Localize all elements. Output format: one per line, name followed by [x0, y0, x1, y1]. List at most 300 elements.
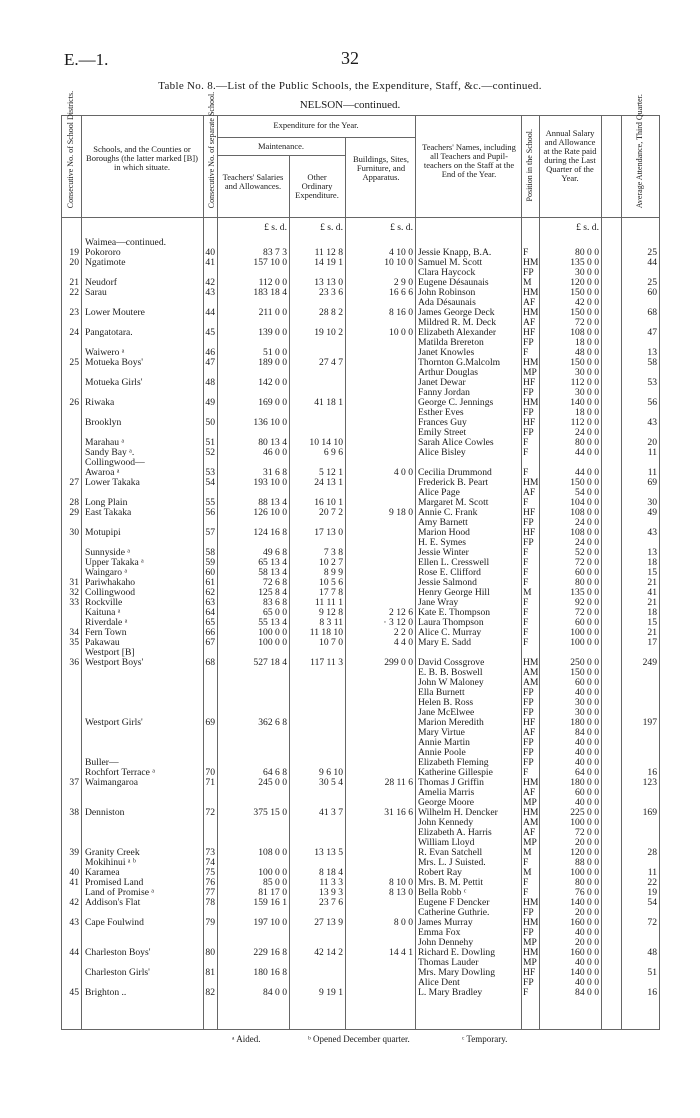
- school-number: 46: [205, 347, 215, 358]
- teachers-salaries: 197 10 0: [253, 917, 287, 928]
- footnote-aided: ᵃ Aided.: [232, 1034, 261, 1044]
- annual-salary: 135 0 0: [570, 257, 599, 268]
- teacher-position: AF: [523, 727, 536, 738]
- teacher-name: Clara Haycock: [418, 267, 476, 278]
- school-number: 52: [205, 447, 215, 458]
- average-attendance: 30: [647, 497, 657, 508]
- teacher-position: F: [523, 247, 529, 258]
- teacher-position: HF: [523, 507, 536, 518]
- teachers-salaries: 88 13 4: [258, 497, 287, 508]
- teacher-position: M: [523, 847, 532, 858]
- teacher-position: MP: [523, 937, 537, 948]
- other-expenditure: 16 10 1: [314, 497, 343, 508]
- average-attendance: 17: [647, 637, 657, 648]
- teacher-position: F: [523, 437, 529, 448]
- average-attendance: 249: [642, 657, 657, 668]
- teachers-salaries: 84 0 0: [263, 987, 287, 998]
- annual-salary: 40 0 0: [575, 797, 599, 808]
- average-attendance: 13: [647, 347, 657, 358]
- district-number: 38: [69, 807, 79, 818]
- annual-salary: 76 0 0: [575, 887, 599, 898]
- annual-salary: 24 0 0: [575, 427, 599, 438]
- school-number: 50: [205, 417, 215, 428]
- teacher-position: F: [523, 767, 529, 778]
- buildings-expenditure: 16 6 6: [389, 287, 413, 298]
- teacher-name: H. E. Symes: [418, 537, 466, 548]
- annual-salary: 100 0 0: [570, 627, 599, 638]
- teacher-name: Samuel M. Scott: [418, 257, 483, 268]
- other-expenditure: 117 11 3: [310, 657, 343, 668]
- district-number: 31: [69, 577, 79, 588]
- teachers-salaries: 245 0 0: [258, 777, 287, 788]
- teacher-position: HM: [523, 287, 539, 298]
- teacher-position: AF: [523, 297, 536, 308]
- other-expenditure: 5 12 1: [319, 467, 343, 478]
- other-expenditure: 27 4 7: [319, 357, 343, 368]
- school-name: Rockville: [85, 597, 123, 608]
- other-expenditure: 8 18 4: [319, 867, 343, 878]
- district-number: 43: [69, 917, 79, 928]
- other-expenditure: 8 3 11: [319, 617, 343, 628]
- average-attendance: 72: [647, 917, 657, 928]
- average-attendance: 56: [647, 397, 657, 408]
- teachers-salaries: 100 0 0: [258, 867, 287, 878]
- annual-salary: 30 0 0: [575, 707, 599, 718]
- teacher-name: Marion Meredith: [418, 717, 484, 728]
- buildings-expenditure: 8 16 0: [389, 307, 413, 318]
- school-name: Cape Foulwind: [85, 917, 144, 928]
- average-attendance: 21: [647, 597, 657, 608]
- average-attendance: 28: [647, 847, 657, 858]
- teachers-salaries: 49 6 8: [263, 547, 287, 558]
- teacher-position: FP: [523, 267, 534, 278]
- annual-salary: 160 0 0: [570, 947, 599, 958]
- teachers-salaries: 183 18 4: [253, 287, 287, 298]
- average-attendance: 25: [647, 277, 657, 288]
- teacher-position: MP: [523, 837, 537, 848]
- average-attendance: 22: [647, 877, 657, 888]
- teacher-name: Alice Dent: [418, 977, 460, 988]
- teacher-position: F: [523, 577, 529, 588]
- district-number: 21: [69, 277, 79, 288]
- school-number: 40: [205, 247, 215, 258]
- school-name: Granity Creek: [85, 847, 140, 858]
- teachers-salaries: 80 13 4: [258, 437, 287, 448]
- district-number: 34: [69, 627, 79, 638]
- school-number: 66: [205, 627, 215, 638]
- annual-salary: 40 0 0: [575, 747, 599, 758]
- school-number: 77: [205, 887, 215, 898]
- teacher-name: Thornton G.Malcolm: [418, 357, 501, 368]
- annual-salary: 72 0 0: [575, 317, 599, 328]
- school-name: Westport Boys': [85, 657, 144, 668]
- teachers-salaries: 112 0 0: [258, 277, 287, 288]
- header-consecutive-school: Consecutive No. of separate School.: [206, 91, 216, 209]
- average-attendance: 54: [647, 897, 657, 908]
- teacher-name: Jane McElwee: [418, 707, 475, 718]
- unit-label-other: £ s. d.: [320, 222, 343, 233]
- buildings-expenditure: 8 13 0: [389, 887, 413, 898]
- annual-salary: 20 0 0: [575, 937, 599, 948]
- school-name: Sarau: [85, 287, 107, 298]
- buildings-expenditure: 31 16 6: [384, 807, 413, 818]
- average-attendance: 123: [642, 777, 657, 788]
- teacher-name: Robert Ray: [418, 867, 462, 878]
- footnote-opened: ᵇ Opened December quarter.: [308, 1034, 410, 1044]
- school-name: Motueka Girls': [85, 377, 143, 388]
- annual-salary: 60 0 0: [575, 567, 599, 578]
- district-number: 40: [69, 867, 79, 878]
- annual-salary: 150 0 0: [570, 287, 599, 298]
- annual-salary: 24 0 0: [575, 517, 599, 528]
- school-name: Waiwero ᵃ: [85, 347, 125, 358]
- annual-salary: 88 0 0: [575, 857, 599, 868]
- school-name: Pariwhakaho: [85, 577, 136, 588]
- school-number: 74: [205, 857, 215, 868]
- teacher-name: Elizabeth A. Harris: [418, 827, 492, 838]
- annual-salary: 160 0 0: [570, 917, 599, 928]
- annual-salary: 108 0 0: [570, 507, 599, 518]
- annual-salary: 60 0 0: [575, 787, 599, 798]
- school-name: Riverdale ᵃ: [85, 617, 128, 628]
- buildings-expenditure: · 3 12 0: [383, 617, 413, 628]
- district-number: 23: [69, 307, 79, 318]
- annual-salary: 80 0 0: [575, 877, 599, 888]
- annual-salary: 42 0 0: [575, 297, 599, 308]
- school-number: 62: [205, 587, 215, 598]
- average-attendance: 44: [647, 257, 657, 268]
- school-name: Neudorf: [85, 277, 117, 288]
- teachers-salaries: 81 17 0: [258, 887, 287, 898]
- average-attendance: 49: [647, 507, 657, 518]
- teachers-salaries: 229 16 8: [253, 947, 287, 958]
- buildings-expenditure: 299 0 0: [384, 657, 413, 668]
- teachers-salaries: 139 0 0: [258, 327, 287, 338]
- table-title: Table No. 8.—List of the Public Schools, the Expenditure, Staff, &c.—continued.: [158, 80, 542, 92]
- district-number: 19: [69, 247, 79, 258]
- annual-salary: 54 0 0: [575, 487, 599, 498]
- school-number: 73: [205, 847, 215, 858]
- district-number: 30: [69, 527, 79, 538]
- other-expenditure: 13 13 5: [314, 847, 343, 858]
- school-name: Pangatotara.: [85, 327, 133, 338]
- school-number: 41: [205, 257, 215, 268]
- teacher-name: Elizabeth Alexander: [418, 327, 497, 338]
- annual-salary: 18 0 0: [575, 337, 599, 348]
- teachers-salaries: 193 10 0: [253, 477, 287, 488]
- teacher-position: F: [523, 877, 529, 888]
- teacher-name: Emma Fox: [418, 927, 461, 938]
- buildings-expenditure: 14 4 1: [389, 947, 413, 958]
- table-subtitle: NELSON—continued.: [299, 99, 401, 111]
- other-expenditure: 11 12 8: [314, 247, 343, 258]
- annual-salary: 250 0 0: [570, 657, 599, 668]
- teacher-name: Margaret M. Scott: [418, 497, 489, 508]
- average-attendance: 60: [647, 287, 657, 298]
- teacher-position: F: [523, 347, 529, 358]
- school-number: 51: [205, 437, 215, 448]
- school-number: 55: [205, 497, 215, 508]
- annual-salary: 100 0 0: [570, 817, 599, 828]
- teacher-position: AF: [523, 827, 536, 838]
- teacher-position: HF: [523, 327, 536, 338]
- district-number: 25: [69, 357, 79, 368]
- other-expenditure: 13 9 3: [319, 887, 343, 898]
- buildings-expenditure: 2 12 6: [389, 607, 413, 618]
- annual-salary: 84 0 0: [575, 987, 599, 998]
- district-number: 29: [69, 507, 79, 518]
- annual-salary: 80 0 0: [575, 437, 599, 448]
- annual-salary: 150 0 0: [570, 667, 599, 678]
- district-number: 39: [69, 847, 79, 858]
- teacher-position: FP: [523, 747, 534, 758]
- buildings-expenditure: 8 10 0: [389, 877, 413, 888]
- teacher-name: George Moore: [418, 797, 475, 808]
- other-expenditure: 41 18 1: [314, 397, 343, 408]
- average-attendance: 11: [647, 867, 657, 878]
- teacher-name: Ada Désaunais: [418, 297, 476, 308]
- school-name: Buller—: [85, 757, 119, 768]
- teacher-position: FP: [523, 737, 534, 748]
- district-number: 37: [69, 777, 79, 788]
- average-attendance: 11: [647, 467, 657, 478]
- average-attendance: 41: [647, 587, 657, 598]
- district-number: 24: [69, 327, 79, 338]
- annual-salary: 20 0 0: [575, 837, 599, 848]
- teachers-salaries: 180 16 8: [253, 967, 287, 978]
- teachers-salaries: 136 10 0: [253, 417, 287, 428]
- annual-salary: 30 0 0: [575, 267, 599, 278]
- teacher-name: Mrs. L. J Suisted.: [418, 857, 486, 868]
- annual-salary: 150 0 0: [570, 357, 599, 368]
- teacher-position: FP: [523, 687, 534, 698]
- teacher-name: Rose E. Clifford: [418, 567, 481, 578]
- school-number: 42: [205, 277, 215, 288]
- teacher-position: AM: [523, 677, 539, 688]
- teacher-position: AF: [523, 317, 536, 328]
- school-number: 78: [205, 897, 215, 908]
- teacher-name: Mary Virtue: [418, 727, 465, 738]
- annual-salary: 112 0 0: [570, 377, 599, 388]
- school-number: 56: [205, 507, 215, 518]
- other-expenditure: 10 14 10: [309, 437, 343, 448]
- school-name: Addison's Flat: [85, 897, 141, 908]
- teacher-name: Frederick B. Peart: [418, 477, 489, 488]
- teacher-name: Bella Robb ᶜ: [418, 887, 467, 898]
- teacher-name: Janet Dewar: [418, 377, 466, 388]
- school-number: 45: [205, 327, 215, 338]
- school-number: 79: [205, 917, 215, 928]
- teacher-name: Arthur Douglas: [418, 367, 478, 378]
- teacher-name: Elizabeth Fleming: [418, 757, 489, 768]
- teacher-position: F: [523, 567, 529, 578]
- average-attendance: 69: [647, 477, 657, 488]
- teachers-salaries: 72 6 8: [263, 577, 287, 588]
- average-attendance: 51: [647, 967, 657, 978]
- teacher-name: John W Maloney: [418, 677, 484, 688]
- average-attendance: 18: [647, 557, 657, 568]
- school-name: Charleston Boys': [85, 947, 151, 958]
- annual-salary: 100 0 0: [570, 637, 599, 648]
- school-name: Karamea: [85, 867, 120, 878]
- school-name: Land of Promise ᵃ: [85, 887, 154, 898]
- annual-salary: 180 0 0: [570, 717, 599, 728]
- annual-salary: 44 0 0: [575, 447, 599, 458]
- teacher-name: Henry George Hill: [418, 587, 490, 598]
- annual-salary: 92 0 0: [575, 597, 599, 608]
- school-number: 65: [205, 617, 215, 628]
- school-name: Pakawau: [85, 637, 120, 648]
- average-attendance: 58: [647, 357, 657, 368]
- other-expenditure: 24 13 1: [314, 477, 343, 488]
- header-schools: Schools, and the Counties or Boroughs (the latter marked [B]) in which situate.: [86, 144, 198, 172]
- teachers-salaries: 64 6 8: [263, 767, 287, 778]
- other-expenditure: 6 9 6: [323, 447, 343, 458]
- school-number: 44: [205, 307, 215, 318]
- annual-salary: 112 0 0: [570, 417, 599, 428]
- other-expenditure: 10 5 6: [319, 577, 343, 588]
- average-attendance: 11: [647, 447, 657, 458]
- school-number: 75: [205, 867, 215, 878]
- teacher-name: Jane Wray: [418, 597, 459, 608]
- teachers-salaries: 65 13 4: [258, 557, 287, 568]
- school-number: 54: [205, 477, 215, 488]
- buildings-expenditure: 4 10 0: [389, 247, 413, 258]
- average-attendance: 197: [642, 717, 657, 728]
- annual-salary: 120 0 0: [570, 277, 599, 288]
- annual-salary: 150 0 0: [570, 477, 599, 488]
- buildings-expenditure: 2 9 0: [393, 277, 413, 288]
- page-number: 32: [341, 48, 359, 68]
- header-position: Position in the School.: [524, 129, 534, 202]
- annual-salary: 120 0 0: [570, 847, 599, 858]
- teacher-name: John Dennehy: [418, 937, 474, 948]
- teachers-salaries: 100 0 0: [258, 627, 287, 638]
- teacher-position: F: [523, 467, 529, 478]
- school-number: 64: [205, 607, 215, 618]
- school-number: 53: [205, 467, 215, 478]
- buildings-expenditure: 4 0 0: [393, 467, 413, 478]
- teachers-salaries: 31 6 8: [263, 467, 287, 478]
- other-expenditure: 11 3 3: [319, 877, 343, 888]
- teachers-salaries: 51 0 0: [263, 347, 287, 358]
- teachers-salaries: 108 0 0: [258, 847, 287, 858]
- annual-salary: 140 0 0: [570, 397, 599, 408]
- teacher-name: Cecilia Drummond: [418, 467, 492, 478]
- teacher-name: L. Mary Bradley: [418, 987, 483, 998]
- page-header: [40, 44, 660, 74]
- teacher-name: Matilda Brereton: [418, 337, 484, 348]
- annual-salary: 44 0 0: [575, 467, 599, 478]
- teacher-name: Sarah Alice Cowles: [418, 437, 494, 448]
- teacher-name: Esther Eves: [418, 407, 464, 418]
- teacher-position: HM: [523, 777, 539, 788]
- teacher-position: HM: [523, 397, 539, 408]
- other-expenditure: 41 3 7: [319, 807, 343, 818]
- district-number: 44: [69, 947, 79, 958]
- average-attendance: 48: [647, 947, 657, 958]
- teacher-name: Fanny Jordan: [418, 387, 470, 398]
- annual-salary: 108 0 0: [570, 527, 599, 538]
- teachers-salaries: 55 13 4: [258, 617, 287, 628]
- teacher-name: John Kennedy: [418, 817, 474, 828]
- school-number: 48: [205, 377, 215, 388]
- district-number: 35: [69, 637, 79, 648]
- annual-salary: 24 0 0: [575, 537, 599, 548]
- other-expenditure: 20 7 2: [319, 507, 343, 518]
- teacher-position: FP: [523, 977, 534, 988]
- average-attendance: 19: [647, 887, 657, 898]
- teacher-position: HM: [523, 897, 539, 908]
- header-teachers-salaries: Teachers' Salaries and Allowances.: [222, 172, 284, 191]
- school-name: Ngatimote: [85, 257, 126, 268]
- buildings-expenditure: 9 18 0: [389, 507, 413, 518]
- teacher-position: AF: [523, 787, 536, 798]
- school-number: 58: [205, 547, 215, 558]
- annual-salary: 80 0 0: [575, 577, 599, 588]
- annual-salary: 60 0 0: [575, 677, 599, 688]
- header-attendance: Average Attendance, Third Quarter.: [634, 94, 644, 209]
- school-number: 47: [205, 357, 215, 368]
- district-number: 22: [69, 287, 79, 298]
- school-number: 60: [205, 567, 215, 578]
- school-name: Awaroa ᵃ: [85, 467, 120, 478]
- teacher-position: AF: [523, 487, 536, 498]
- teacher-name: William Lloyd: [418, 837, 475, 848]
- teachers-salaries: 126 10 0: [253, 507, 287, 518]
- buildings-expenditure: 10 10 0: [384, 257, 413, 268]
- teacher-name: E. B. B. Boswell: [418, 667, 483, 678]
- other-expenditure: 17 13 0: [314, 527, 343, 538]
- buildings-expenditure: 4 4 0: [393, 637, 413, 648]
- teacher-position: HM: [523, 657, 539, 668]
- average-attendance: 16: [647, 767, 657, 778]
- teacher-name: Wilhelm H. Dencker: [418, 807, 498, 818]
- average-attendance: 18: [647, 607, 657, 618]
- average-attendance: 68: [647, 307, 657, 318]
- district-number: 45: [69, 987, 79, 998]
- other-expenditure: 17 7 8: [319, 587, 343, 598]
- average-attendance: 21: [647, 627, 657, 638]
- school-name: Charleston Girls': [85, 967, 150, 978]
- district-number: 33: [69, 597, 79, 608]
- teacher-position: F: [523, 887, 529, 898]
- school-number: 49: [205, 397, 215, 408]
- average-attendance: 47: [647, 327, 657, 338]
- teacher-position: HM: [523, 357, 539, 368]
- school-number: 63: [205, 597, 215, 608]
- teacher-position: FP: [523, 517, 534, 528]
- teacher-name: Annie Poole: [418, 747, 466, 758]
- school-name: Waingaro ᵃ: [85, 567, 128, 578]
- teachers-salaries: 124 16 8: [253, 527, 287, 538]
- teacher-position: F: [523, 617, 529, 628]
- teacher-position: HF: [523, 967, 536, 978]
- teacher-name: Annie Martin: [418, 737, 470, 748]
- annual-salary: 18 0 0: [575, 407, 599, 418]
- annual-salary: 64 0 0: [575, 767, 599, 778]
- annual-salary: 40 0 0: [575, 927, 599, 938]
- teacher-position: HM: [523, 257, 539, 268]
- teachers-salaries: 527 18 4: [253, 657, 287, 668]
- teachers-salaries: 169 0 0: [258, 397, 287, 408]
- school-name: Denniston: [85, 807, 125, 818]
- school-number: 61: [205, 577, 215, 588]
- teacher-position: M: [523, 587, 532, 598]
- header-consecutive-district: Consecutive No. of School Districts.: [65, 90, 75, 209]
- teacher-position: FP: [523, 407, 534, 418]
- average-attendance: 15: [647, 567, 657, 578]
